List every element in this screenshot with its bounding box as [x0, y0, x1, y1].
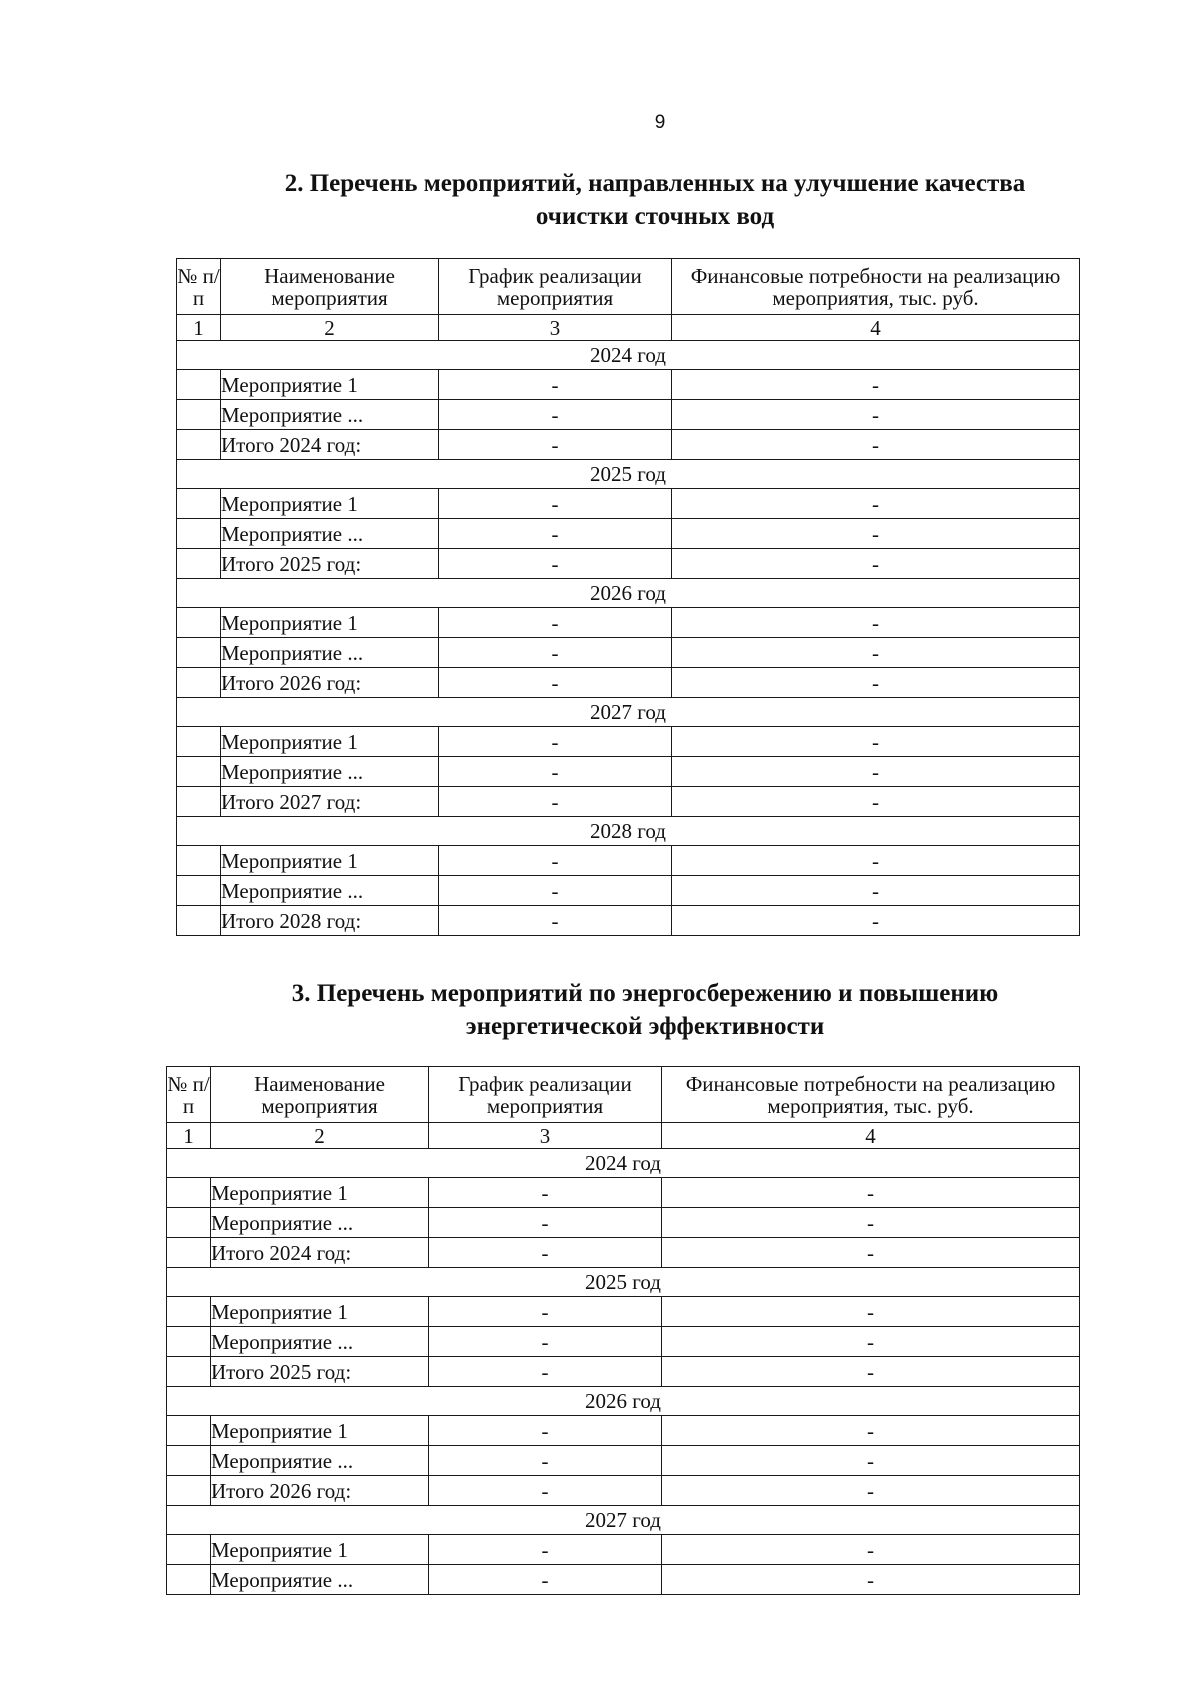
finance-value: -: [672, 370, 1080, 400]
activity-name: Мероприятие 1: [221, 370, 439, 400]
finance-value: -: [662, 1297, 1080, 1327]
header-schedule: График реализации мероприятия: [439, 259, 672, 315]
column-number: 3: [439, 315, 672, 341]
activity-name: Мероприятие ...: [211, 1446, 429, 1476]
schedule-value: -: [439, 727, 672, 757]
table-row: [167, 1327, 1080, 1357]
year-row: [177, 817, 1080, 846]
schedule-value: -: [429, 1238, 662, 1268]
finance-value: -: [662, 1327, 1080, 1357]
table-row: [177, 757, 1080, 787]
table-row: [177, 489, 1080, 519]
table-row: [177, 608, 1080, 638]
schedule-value: -: [429, 1476, 662, 1506]
activity-name: Итого 2025 год:: [211, 1357, 429, 1387]
column-number: 1: [177, 315, 221, 341]
finance-value: -: [672, 519, 1080, 549]
table-row: [177, 727, 1080, 757]
table-row: [177, 430, 1080, 460]
column-number-row: [167, 1123, 1080, 1149]
column-number: 3: [429, 1123, 662, 1149]
activity-name: Мероприятие ...: [221, 519, 439, 549]
schedule-value: -: [439, 430, 672, 460]
finance-value: -: [662, 1178, 1080, 1208]
activity-name: Мероприятие 1: [221, 846, 439, 876]
finance-value: -: [672, 430, 1080, 460]
header-finance: Финансовые потребности на реализацию мероприятия, тыс. руб.: [662, 1067, 1080, 1123]
table-row: [177, 846, 1080, 876]
activity-name: Мероприятие 1: [211, 1535, 429, 1565]
activity-name: Итого 2026 год:: [221, 668, 439, 698]
activity-name: Итого 2028 год:: [221, 906, 439, 936]
column-number: 4: [662, 1123, 1080, 1149]
table-row: [177, 549, 1080, 579]
row-number-cell: [177, 876, 221, 906]
row-number-cell: [167, 1565, 211, 1595]
table-row: [177, 876, 1080, 906]
schedule-value: -: [439, 519, 672, 549]
section-2-table: [176, 258, 1080, 936]
schedule-value: -: [429, 1178, 662, 1208]
activity-name: Мероприятие ...: [221, 400, 439, 430]
table-row: [167, 1178, 1080, 1208]
table-row: [177, 906, 1080, 936]
section-3-title-line2: энергетической эффективности: [465, 1013, 825, 1040]
finance-value: -: [662, 1416, 1080, 1446]
activity-name: Мероприятие 1: [211, 1297, 429, 1327]
schedule-value: -: [429, 1357, 662, 1387]
year-row: [177, 579, 1080, 608]
row-number-cell: [167, 1327, 211, 1357]
finance-value: -: [672, 638, 1080, 668]
table-row: [167, 1297, 1080, 1327]
finance-value: -: [662, 1476, 1080, 1506]
schedule-value: -: [429, 1297, 662, 1327]
row-number-cell: [177, 727, 221, 757]
activity-name: Мероприятие ...: [221, 638, 439, 668]
schedule-value: -: [439, 638, 672, 668]
activity-name: Мероприятие 1: [221, 727, 439, 757]
section-3-title: [220, 977, 1070, 1043]
row-number-cell: [177, 489, 221, 519]
finance-value: -: [662, 1238, 1080, 1268]
schedule-value: -: [439, 549, 672, 579]
row-number-cell: [177, 400, 221, 430]
year-row: [177, 460, 1080, 489]
year-label: 2027 год: [177, 698, 1080, 727]
year-row: [177, 341, 1080, 370]
table-row: [177, 519, 1080, 549]
activity-name: Мероприятие 1: [221, 608, 439, 638]
table-row: [167, 1476, 1080, 1506]
table-row: [167, 1446, 1080, 1476]
year-label: 2025 год: [167, 1268, 1080, 1297]
schedule-value: -: [439, 608, 672, 638]
column-number: 4: [672, 315, 1080, 341]
year-label: 2026 год: [177, 579, 1080, 608]
schedule-value: -: [439, 787, 672, 817]
schedule-value: -: [439, 846, 672, 876]
finance-value: -: [662, 1535, 1080, 1565]
year-row: [177, 698, 1080, 727]
activity-name: Мероприятие ...: [221, 757, 439, 787]
finance-value: -: [662, 1208, 1080, 1238]
finance-value: -: [672, 727, 1080, 757]
activity-name: Мероприятие ...: [211, 1327, 429, 1357]
finance-value: -: [672, 906, 1080, 936]
table-row: [167, 1357, 1080, 1387]
year-label: 2027 год: [167, 1506, 1080, 1535]
header-name: Наименование мероприятия: [221, 259, 439, 315]
year-row: [167, 1149, 1080, 1178]
year-row: [167, 1387, 1080, 1416]
header-num: № п/п: [177, 259, 221, 315]
year-label: 2026 год: [167, 1387, 1080, 1416]
schedule-value: -: [439, 668, 672, 698]
table-row: [167, 1565, 1080, 1595]
schedule-value: -: [439, 757, 672, 787]
row-number-cell: [167, 1357, 211, 1387]
activity-name: Мероприятие 1: [211, 1416, 429, 1446]
activity-name: Мероприятие 1: [221, 489, 439, 519]
table-row: [177, 370, 1080, 400]
header-row: [177, 259, 1080, 315]
activity-name: Итого 2024 год:: [221, 430, 439, 460]
finance-value: -: [672, 787, 1080, 817]
schedule-value: -: [429, 1565, 662, 1595]
activity-name: Итого 2025 год:: [221, 549, 439, 579]
section-2-title: [230, 167, 1080, 233]
row-number-cell: [177, 668, 221, 698]
table-row: [177, 400, 1080, 430]
section-2-title-line1: 2. Перечень мероприятий, направленных на улучшение качества: [284, 170, 1026, 197]
year-label: 2025 год: [177, 460, 1080, 489]
year-row: [167, 1268, 1080, 1297]
schedule-value: -: [429, 1208, 662, 1238]
finance-value: -: [672, 876, 1080, 906]
header-finance: Финансовые потребности на реализацию мероприятия, тыс. руб.: [672, 259, 1080, 315]
schedule-value: -: [439, 370, 672, 400]
row-number-cell: [177, 757, 221, 787]
table-row: [177, 668, 1080, 698]
row-number-cell: [177, 638, 221, 668]
table-row: [167, 1416, 1080, 1446]
table-row: [167, 1208, 1080, 1238]
row-number-cell: [167, 1297, 211, 1327]
year-label: 2028 год: [177, 817, 1080, 846]
row-number-cell: [167, 1416, 211, 1446]
year-label: 2024 год: [177, 341, 1080, 370]
schedule-value: -: [429, 1327, 662, 1357]
section-2-title-line2: очистки сточных вод: [535, 203, 775, 230]
activity-name: Итого 2024 год:: [211, 1238, 429, 1268]
finance-value: -: [662, 1357, 1080, 1387]
activity-name: Итого 2026 год:: [211, 1476, 429, 1506]
activity-name: Мероприятие 1: [211, 1178, 429, 1208]
table-row: [177, 787, 1080, 817]
finance-value: -: [662, 1446, 1080, 1476]
row-number-cell: [167, 1535, 211, 1565]
finance-value: -: [672, 668, 1080, 698]
finance-value: -: [672, 757, 1080, 787]
column-number: 1: [167, 1123, 211, 1149]
header-row: [167, 1067, 1080, 1123]
activity-name: Итого 2027 год:: [221, 787, 439, 817]
activity-name: Мероприятие ...: [211, 1565, 429, 1595]
schedule-value: -: [439, 876, 672, 906]
header-name: Наименование мероприятия: [211, 1067, 429, 1123]
column-number-row: [177, 315, 1080, 341]
header-num: № п/п: [167, 1067, 211, 1123]
row-number-cell: [167, 1476, 211, 1506]
section-3-table: [166, 1066, 1080, 1595]
row-number-cell: [167, 1238, 211, 1268]
row-number-cell: [177, 430, 221, 460]
row-number-cell: [167, 1178, 211, 1208]
activity-name: Мероприятие ...: [211, 1208, 429, 1238]
finance-value: -: [672, 400, 1080, 430]
schedule-value: -: [439, 906, 672, 936]
schedule-value: -: [439, 400, 672, 430]
schedule-value: -: [439, 489, 672, 519]
finance-value: -: [672, 489, 1080, 519]
row-number-cell: [177, 549, 221, 579]
table-row: [167, 1535, 1080, 1565]
header-schedule: График реализации мероприятия: [429, 1067, 662, 1123]
row-number-cell: [177, 787, 221, 817]
finance-value: -: [672, 608, 1080, 638]
row-number-cell: [177, 846, 221, 876]
year-row: [167, 1506, 1080, 1535]
row-number-cell: [177, 370, 221, 400]
activity-name: Мероприятие ...: [221, 876, 439, 906]
finance-value: -: [672, 549, 1080, 579]
row-number-cell: [177, 519, 221, 549]
table-row: [177, 638, 1080, 668]
column-number: 2: [211, 1123, 429, 1149]
row-number-cell: [177, 906, 221, 936]
column-number: 2: [221, 315, 439, 341]
row-number-cell: [167, 1208, 211, 1238]
table-row: [167, 1238, 1080, 1268]
finance-value: -: [662, 1565, 1080, 1595]
section-3-title-line1: 3. Перечень мероприятий по энергосбережению и повышению: [291, 980, 999, 1007]
schedule-value: -: [429, 1416, 662, 1446]
year-label: 2024 год: [167, 1149, 1080, 1178]
page-number: 9: [654, 112, 666, 133]
row-number-cell: [177, 608, 221, 638]
schedule-value: -: [429, 1446, 662, 1476]
finance-value: -: [672, 846, 1080, 876]
row-number-cell: [167, 1446, 211, 1476]
schedule-value: -: [429, 1535, 662, 1565]
